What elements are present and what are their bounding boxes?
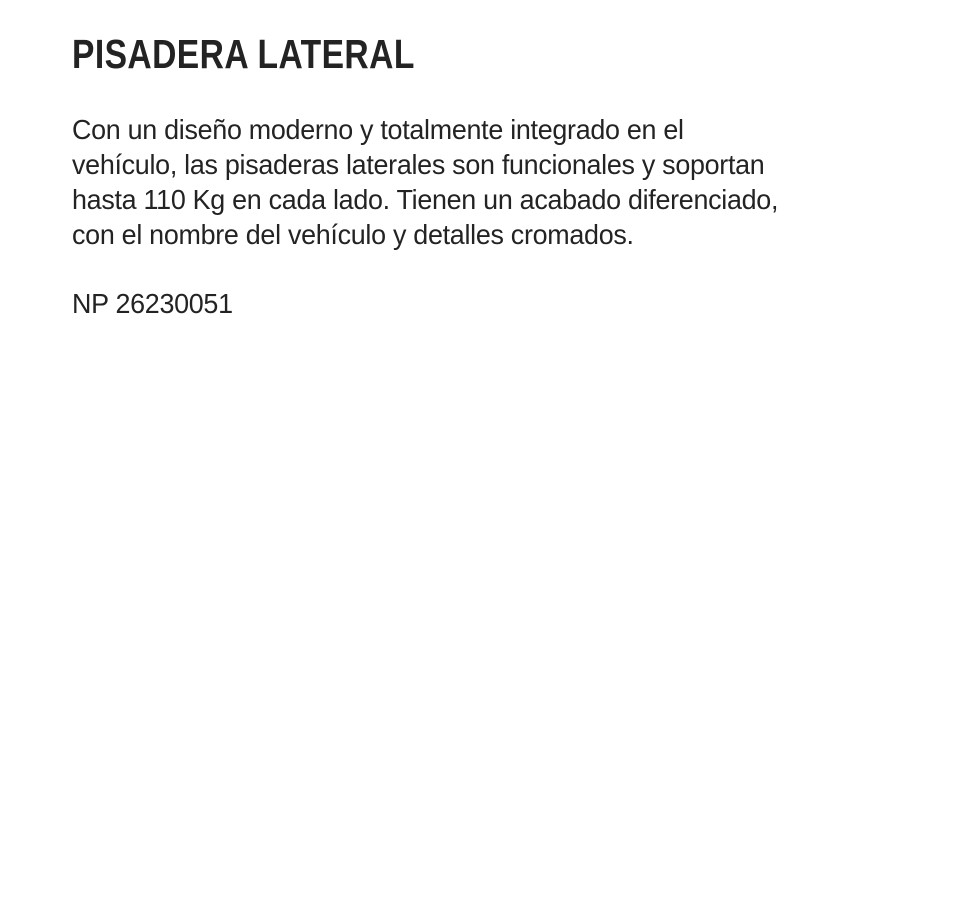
description-line: Con un diseño moderno y totalmente integrado en el <box>72 114 684 145</box>
product-description <box>72 112 867 252</box>
product-detail-page <box>0 31 960 907</box>
description-line: con el nombre del vehículo y detalles cromados. <box>72 219 634 250</box>
part-number: NP 26230051 <box>72 288 233 319</box>
description-line: vehículo, las pisaderas laterales son funcionales y soportan <box>72 149 765 180</box>
product-title: PISADERA LATERAL <box>72 31 415 77</box>
description-line: hasta 110 Kg en cada lado. Tienen un acabado diferenciado, <box>72 184 779 215</box>
